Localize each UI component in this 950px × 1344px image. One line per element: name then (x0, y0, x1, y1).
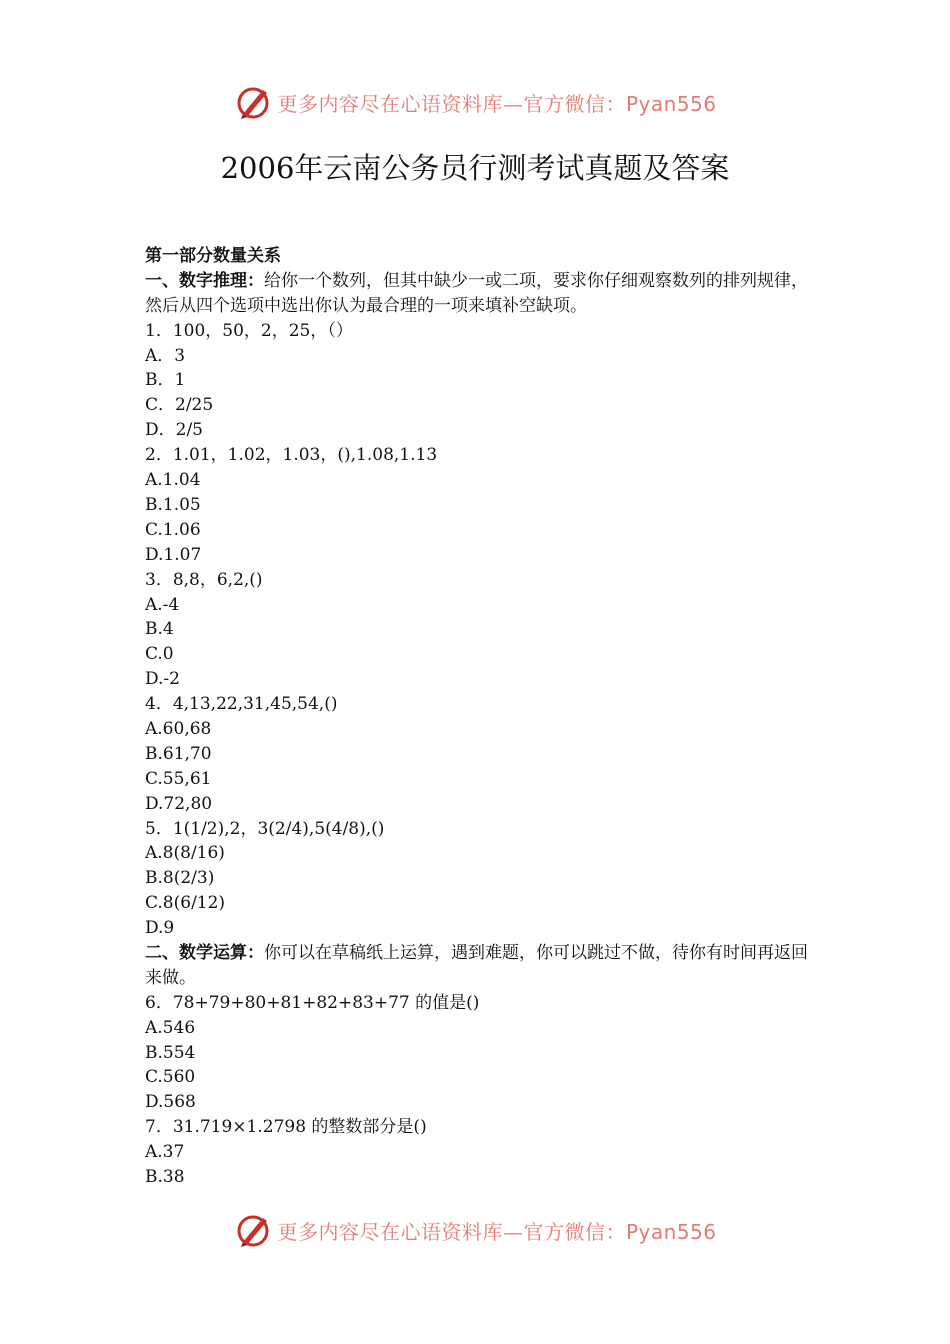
question-option: A.-4 (145, 594, 180, 615)
document-body (145, 244, 810, 1190)
question-option: B.61,70 (145, 743, 212, 764)
question-option: C.8(6/12) (145, 893, 226, 914)
question-option: A.546 (145, 1017, 196, 1038)
question-option: A.60,68 (145, 718, 212, 739)
pen-logo-icon (233, 82, 273, 122)
part2-instructions: 二、数学运算：你可以在草稿纸上运算，遇到难题，你可以跳过不做，待你有时间再返回来做。 (145, 942, 808, 988)
question-option: C．2/25 (145, 395, 214, 416)
question-option: C.560 (145, 1067, 196, 1088)
question-stem: 4．4,13,22,31,45,54,() (145, 694, 338, 715)
question-option: D．2/5 (145, 420, 203, 441)
question-option: D.9 (145, 918, 175, 939)
question-option: A.37 (145, 1142, 185, 1163)
question-stem: 3．8,8，6,2,() (145, 569, 263, 590)
question-option: A.8(8/16) (145, 843, 225, 864)
page-title: 2006年云南公务员行测考试真题及答案 (220, 151, 730, 185)
question-option: A．3 (145, 345, 186, 366)
question-option: D.-2 (145, 669, 180, 690)
section-heading: 第一部分数量关系 (145, 246, 281, 266)
question-stem: 7．31.719×1.2798 的整数部分是() (145, 1117, 427, 1138)
question-option: B.38 (145, 1167, 185, 1188)
question-option: B．1 (145, 370, 186, 391)
watermark-text: 更多内容尽在心语资料库—官方微信：Pyan556 (277, 1219, 717, 1244)
question-stem: 1．100，50，2，25，（） (145, 320, 353, 341)
question-option: B.4 (145, 619, 174, 640)
footer-watermark (0, 1208, 950, 1252)
question-option: D.1.07 (145, 544, 202, 565)
question-option: C.1.06 (145, 519, 201, 540)
question-option: A.1.04 (145, 470, 201, 491)
question-option: B.8(2/3) (145, 868, 215, 889)
question-stem: 6．78+79+80+81+82+83+77 的值是() (145, 992, 480, 1013)
question-option: C.55,61 (145, 768, 212, 789)
question-stem: 2．1.01，1.02，1.03，(),1.08,1.13 (145, 445, 438, 466)
question-option: B.1.05 (145, 494, 201, 515)
question-option: D.72,80 (145, 793, 213, 814)
question-stem: 5．1(1/2),2，3(2/4),5(4/8),() (145, 818, 385, 839)
question-option: B.554 (145, 1042, 196, 1063)
question-option: C.0 (145, 644, 174, 665)
part1-instructions: 一、数字推理：给你一个数列，但其中缺少一或二项，要求你仔细观察数列的排列规律，然后从四个选项中选出你认为最合理的一项来填补空缺项。 (145, 270, 808, 316)
pen-logo-icon (233, 1210, 273, 1250)
watermark-text: 更多内容尽在心语资料库—官方微信：Pyan556 (277, 91, 717, 116)
header-watermark (0, 80, 950, 124)
question-option: D.568 (145, 1092, 196, 1113)
